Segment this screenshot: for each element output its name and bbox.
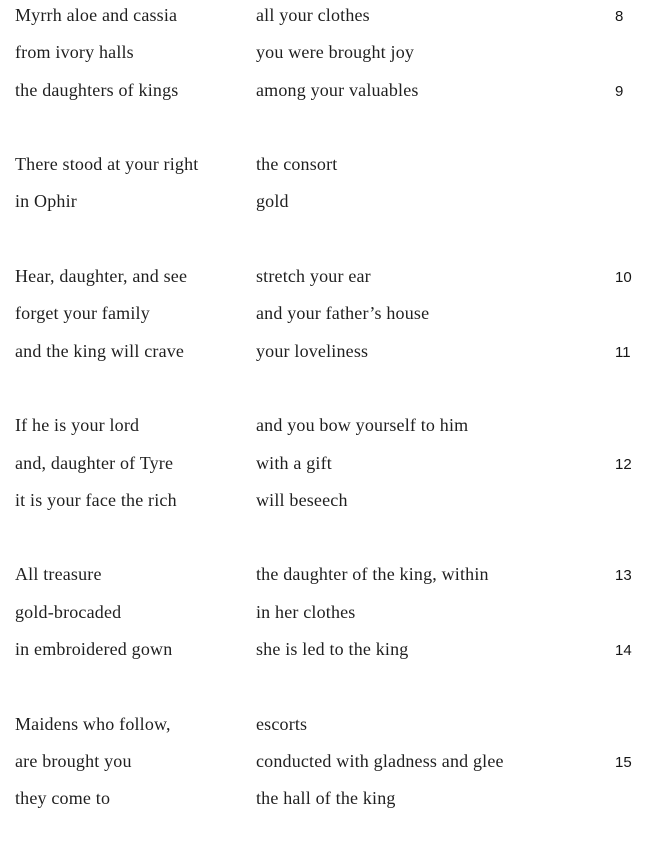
verse-line <box>15 482 663 519</box>
verse-line <box>15 706 663 743</box>
verse-line <box>15 295 663 332</box>
verse-number: 13 <box>615 567 632 585</box>
verse-number: 11 <box>615 343 631 361</box>
verse-line <box>15 183 663 220</box>
stanza-1 <box>15 0 663 109</box>
line-left-text: from ivory halls <box>15 42 134 63</box>
line-left-text: Maidens who follow, <box>15 713 171 734</box>
verse-number: 14 <box>615 642 632 660</box>
verse-line <box>15 780 663 817</box>
line-right-text: will beseech <box>256 489 348 510</box>
stanza-2 <box>15 146 663 221</box>
verse-line <box>15 743 663 780</box>
line-right-text: among your valuables <box>256 79 419 100</box>
line-left-text: gold-brocaded <box>15 601 122 622</box>
line-left-text: and, daughter of Tyre <box>15 452 174 473</box>
line-right-text: the daughter of the king, within <box>256 564 489 585</box>
line-left-text: they come to <box>15 788 111 809</box>
stanza-3 <box>15 258 663 370</box>
line-right-text: all your clothes <box>256 5 370 25</box>
verse-line <box>15 407 663 444</box>
verse-line <box>15 0 663 34</box>
line-right-text: with a gift <box>256 452 332 473</box>
line-right-text: your loveliness <box>256 340 369 361</box>
line-right-text: the hall of the king <box>256 788 396 809</box>
line-left-text: in embroidered gown <box>15 639 173 660</box>
line-left-text: are brought you <box>15 750 132 771</box>
line-right-text: in her clothes <box>256 601 356 622</box>
line-left-text: forget your family <box>15 303 150 324</box>
line-right-text: you were brought joy <box>256 42 415 63</box>
line-right-text: the consort <box>256 154 338 175</box>
verse-line <box>15 72 663 109</box>
verse-number: 15 <box>615 753 632 771</box>
verse-number: 8 <box>615 8 624 25</box>
verse-line <box>15 258 663 295</box>
verse-line <box>15 146 663 183</box>
verse-line <box>15 631 663 668</box>
line-right-text: and your father’s house <box>256 303 430 324</box>
stanza-4 <box>15 407 663 519</box>
verse-line <box>15 333 663 370</box>
line-right-text: gold <box>256 191 289 212</box>
line-left-text: All treasure <box>15 564 102 585</box>
line-left-text: Hear, daughter, and see <box>15 266 188 287</box>
line-right-text: she is led to the king <box>256 639 409 660</box>
line-left-text: it is your face the rich <box>15 489 177 510</box>
line-right-text: stretch your ear <box>256 266 371 287</box>
line-left-text: in Ophir <box>15 191 77 212</box>
verse-number: 12 <box>615 455 632 473</box>
line-right-text: conducted with gladness and glee <box>256 750 504 771</box>
line-right-text: and you bow yourself to him <box>256 415 469 436</box>
line-left-text: If he is your lord <box>15 415 140 436</box>
stanza-5 <box>15 556 663 668</box>
stanza-6 <box>15 706 663 818</box>
verse-number: 9 <box>615 82 624 100</box>
line-left-text: and the king will crave <box>15 340 185 361</box>
verse-number: 10 <box>615 269 632 287</box>
verse-line <box>15 445 663 482</box>
verse-line <box>15 556 663 593</box>
line-left-text: the daughters of kings <box>15 79 179 100</box>
line-left-text: Myrrh aloe and cassia <box>15 5 178 25</box>
verse-line <box>15 594 663 631</box>
verse-line <box>15 34 663 71</box>
line-left-text: There stood at your right <box>15 154 199 175</box>
line-right-text: escorts <box>256 713 308 734</box>
